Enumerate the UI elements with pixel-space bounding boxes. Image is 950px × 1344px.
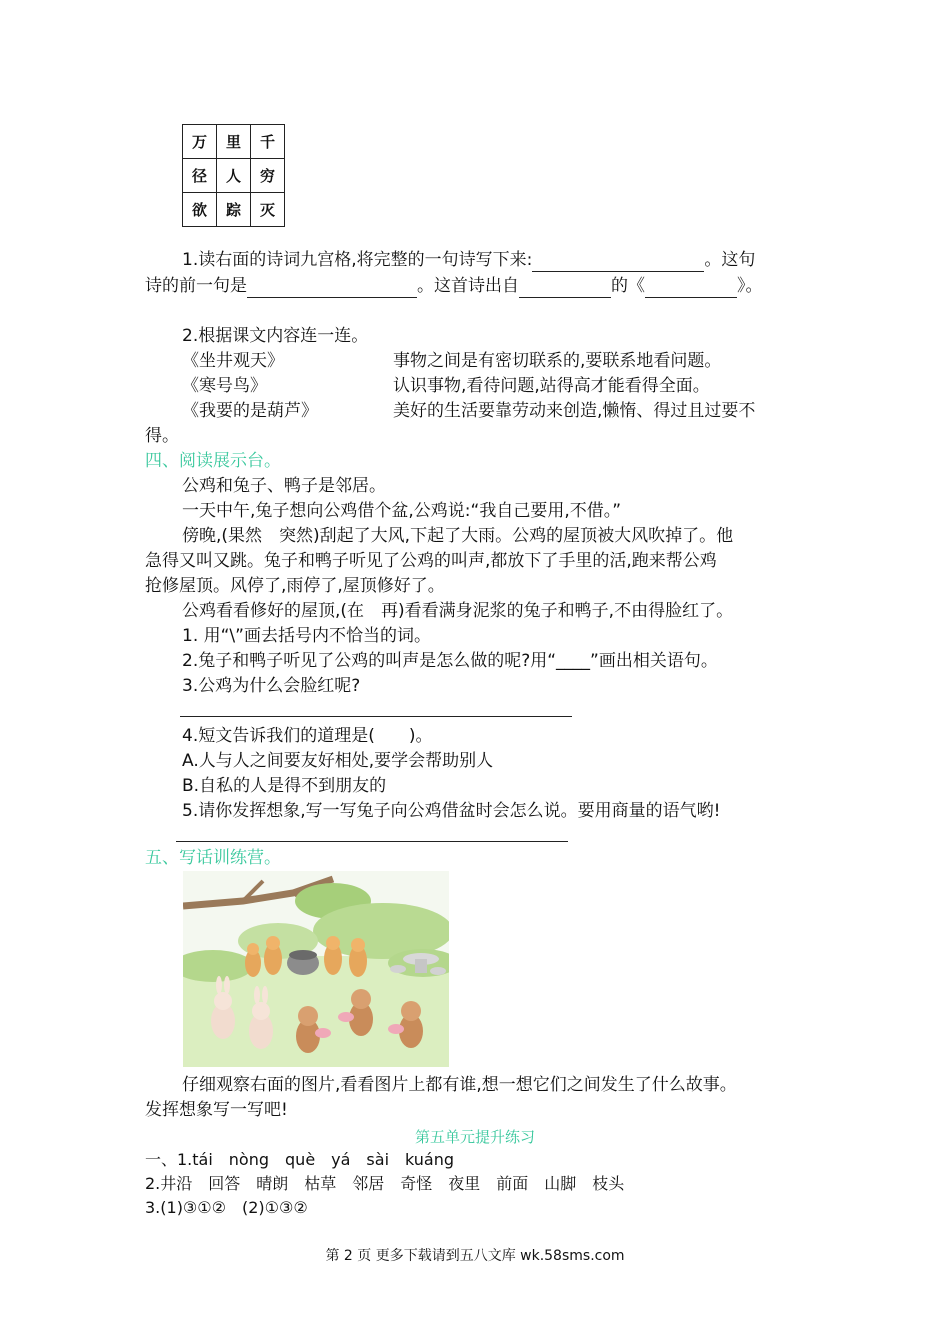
grid-cell: 万 — [183, 125, 217, 159]
q1-text: 的《 — [611, 276, 645, 296]
answer-line-3: 3.(1)③①② (2)①③② — [145, 1198, 308, 1217]
section4-heading: 四、阅读展示台。 — [145, 451, 281, 471]
question-4: 4.短文告诉我们的道理是( )。 — [182, 726, 433, 746]
q2-right-item: 认识事物,看待问题,站得高才能看得全面。 — [393, 376, 710, 396]
q1-prompt: 1.读右面的诗词九宫格,将完整的一句诗写下来: — [182, 250, 533, 270]
question-3: 3.公鸡为什么会脸红呢? — [182, 676, 361, 696]
passage-paragraph: 公鸡和兔子、鸭子是邻居。 — [182, 476, 386, 496]
grid-cell: 径 — [183, 159, 217, 193]
option-a: A.人与人之间要友好相处,要学会帮助别人 — [182, 751, 494, 771]
q2-title: 2.根据课文内容连一连。 — [182, 326, 369, 346]
answer-blank[interactable] — [247, 279, 417, 298]
answer-line-2: 2.井沿 回答 晴朗 枯草 邻居 奇怪 夜里 前面 山脚 枝头 — [145, 1174, 625, 1193]
answer-line[interactable] — [180, 716, 572, 717]
question-1: 1. 用“\”画去括号内不恰当的词。 — [182, 626, 431, 646]
q1-line2 — [145, 274, 763, 298]
section5-heading: 五、写话训练营。 — [145, 848, 281, 868]
writing-instruction: 发挥想象写一写吧! — [145, 1100, 288, 1120]
grid-cell: 踪 — [217, 193, 251, 227]
q2-left-item: 《坐井观天》 — [182, 351, 284, 371]
passage-paragraph: 抢修屋顶。风停了,雨停了,屋顶修好了。 — [145, 576, 445, 596]
grid-cell: 穷 — [251, 159, 285, 193]
passage-paragraph: 公鸡看看修好的屋顶,(在 再)看看满身泥浆的兔子和鸭子,不由得脸红了。 — [182, 601, 734, 621]
answer-line-1: 一、1.tái nòng què yá sài kuáng — [145, 1150, 455, 1169]
q2-left-item: 《我要的是葫芦》 — [182, 401, 318, 421]
question-2: 2.兔子和鸭子听见了公鸡的叫声是怎么做的呢?用“____”画出相关语句。 — [182, 651, 718, 671]
grid-cell: 里 — [217, 125, 251, 159]
q1-text: 。这首诗出自 — [417, 276, 519, 296]
grid-cell: 欲 — [183, 193, 217, 227]
q1-suffix: 。这句 — [704, 250, 756, 270]
page-footer: 第 2 页 更多下载请到五八文库 wk.58sms.com — [325, 1248, 625, 1264]
answer-blank[interactable] — [519, 279, 611, 298]
q1-line1 — [182, 248, 755, 272]
passage-paragraph: 急得又叫又跳。兔子和鸭子听见了公鸡的叫声,都放下了手里的活,跑来帮公鸡 — [145, 551, 717, 571]
q2-right-item: 美好的生活要靠劳动来创造,懒惰、得过且过要不 — [393, 401, 756, 421]
grid-cell: 人 — [217, 159, 251, 193]
passage-paragraph: 傍晚,(果然 突然)刮起了大风,下起了大雨。公鸡的屋顶被大风吹掉了。他 — [182, 526, 734, 546]
grid-cell: 灭 — [251, 193, 285, 227]
poem-grid — [182, 124, 285, 227]
q2-left-item: 《寒号鸟》 — [182, 376, 267, 396]
question-5: 5.请你发挥想象,写一写兔子向公鸡借盆时会怎么说。要用商量的语气哟! — [182, 801, 721, 821]
writing-instruction: 仔细观察右面的图片,看看图片上都有谁,想一想它们之间发生了什么故事。 — [182, 1075, 737, 1095]
grid-cell: 千 — [251, 125, 285, 159]
answers-title: 第五单元提升练习 — [414, 1128, 535, 1146]
q1-text: 诗的前一句是 — [145, 276, 247, 296]
writing-prompt-illustration — [183, 871, 449, 1067]
answer-line[interactable] — [176, 841, 568, 842]
q2-right-item: 事物之间是有密切联系的,要联系地看问题。 — [393, 351, 722, 371]
answer-blank[interactable] — [645, 279, 737, 298]
q1-text: 》。 — [737, 276, 763, 296]
q2-wrap: 得。 — [145, 426, 179, 446]
option-b: B.自私的人是得不到朋友的 — [182, 776, 387, 796]
passage-paragraph: 一天中午,兔子想向公鸡借个盆,公鸡说:“我自己要用,不借。” — [182, 501, 622, 521]
answer-blank[interactable] — [532, 253, 704, 272]
